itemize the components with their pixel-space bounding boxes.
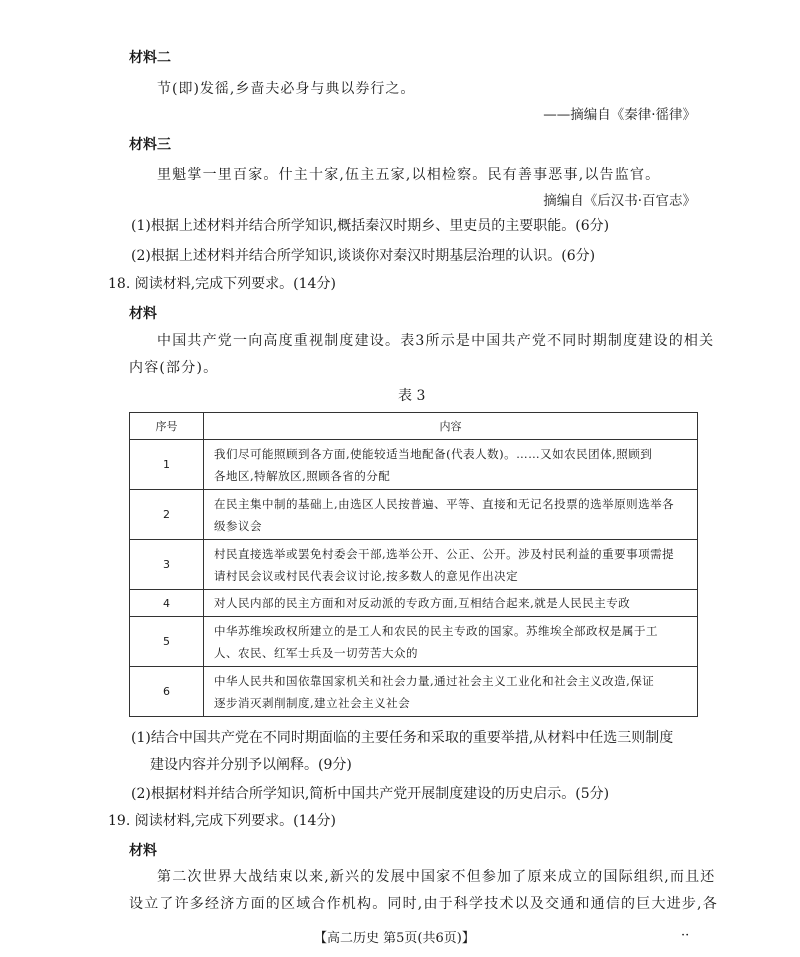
q18-intro-line2: 内容(部分)。 bbox=[129, 360, 219, 376]
row-content bbox=[204, 540, 698, 590]
row-num: 2 bbox=[130, 490, 204, 540]
q19-material-heading: 材料 bbox=[129, 843, 157, 859]
material2-text: 节(即)发徭,乡啬夫必身与典以券行之。 bbox=[157, 81, 416, 97]
row-num: 5 bbox=[130, 617, 204, 667]
table-row bbox=[130, 667, 698, 717]
q17-sub1: (1)根据上述材料并结合所学知识,概括秦汉时期乡、里吏员的主要职能。(6分) bbox=[131, 218, 610, 234]
q18-sub1-line1: (1)结合中国共产党在不同时期面临的主要任务和采取的重要举措,从材料中任选三则制度 bbox=[131, 730, 674, 746]
q18-title: 18. 阅读材料,完成下列要求。(14分) bbox=[108, 276, 336, 292]
row-content bbox=[204, 667, 698, 717]
row-num: 6 bbox=[130, 667, 204, 717]
row-line: 我们尽可能照顾到各方面,使能较适当地配备(代表人数)。……又如农民团体,照顾到 bbox=[214, 446, 653, 461]
q18-sub2: (2)根据材料并结合所学知识,简析中国共产党开展制度建设的历史启示。(5分) bbox=[131, 786, 610, 802]
q18-sub1-line2: 建设内容并分别予以阐释。(9分) bbox=[150, 757, 352, 773]
table-header-num: 序号 bbox=[130, 413, 204, 440]
table-row bbox=[130, 540, 698, 590]
row-line: 各地区,特解放区,照顾各省的分配 bbox=[214, 468, 391, 483]
q19-line2: 设立了许多经济方面的区域合作机构。同时,由于科学技术以及交通和通信的巨大进步,各 bbox=[129, 896, 718, 912]
row-content bbox=[204, 590, 698, 617]
footer-mark: ·· bbox=[681, 928, 690, 943]
system-building-table bbox=[129, 412, 698, 717]
row-line: 人、农民、红军士兵及一切劳苦大众的 bbox=[214, 645, 418, 660]
material3-text: 里魁掌一里百家。什主十家,伍主五家,以相检察。民有善事恶事,以告监官。 bbox=[157, 167, 661, 183]
row-line: 对人民内部的民主方面和对反动派的专政方面,互相结合起来,就是人民民主专政 bbox=[214, 596, 631, 610]
row-num: 1 bbox=[130, 440, 204, 490]
table-header-row bbox=[130, 413, 698, 440]
table-caption: 表 3 bbox=[398, 388, 426, 404]
row-content bbox=[204, 440, 698, 490]
material3-source: 摘编自《后汉书·百官志》 bbox=[543, 193, 696, 209]
row-num: 3 bbox=[130, 540, 204, 590]
material2-heading: 材料二 bbox=[129, 50, 171, 66]
page-footer: 【高二历史 第5页(共6页)】 bbox=[314, 931, 475, 946]
q18-intro-line1: 中国共产党一向高度重视制度建设。表3所示是中国共产党不同时期制度建设的相关 bbox=[157, 333, 715, 349]
q19-line1: 第二次世界大战结束以来,新兴的发展中国家不但参加了原来成立的国际组织,而且还 bbox=[157, 869, 716, 885]
row-line: 村民直接选举或罢免村委会干部,选举公开、公正、公开。涉及村民利益的重要事项需提 bbox=[214, 546, 675, 561]
table-row bbox=[130, 490, 698, 540]
q17-sub2: (2)根据上述材料并结合所学知识,谈谈你对秦汉时期基层治理的认识。(6分) bbox=[131, 248, 596, 264]
row-line: 级参议会 bbox=[214, 518, 262, 533]
row-line: 逐步消灭剥削制度,建立社会主义社会 bbox=[214, 695, 411, 710]
row-line: 中华苏维埃政权所建立的是工人和农民的民主专政的国家。苏维埃全部政权是属于工 bbox=[214, 623, 658, 638]
row-line: 在民主集中制的基础上,由选区人民按普遍、平等、直接和无记名投票的选举原则选举各 bbox=[214, 496, 675, 511]
table-row bbox=[130, 617, 698, 667]
row-line: 中华人民共和国依靠国家机关和社会力量,通过社会主义工业化和社会主义改造,保证 bbox=[214, 673, 655, 688]
table-header-content: 内容 bbox=[204, 413, 698, 440]
row-line: 请村民会议或村民代表会议讨论,按多数人的意见作出决定 bbox=[214, 568, 519, 583]
row-num: 4 bbox=[130, 590, 204, 617]
table-row bbox=[130, 440, 698, 490]
material3-heading: 材料三 bbox=[129, 137, 171, 153]
row-content bbox=[204, 617, 698, 667]
q19-title: 19. 阅读材料,完成下列要求。(14分) bbox=[108, 813, 336, 829]
material2-source: ——摘编自《秦律·徭律》 bbox=[543, 107, 696, 123]
q18-material-heading: 材料 bbox=[129, 306, 157, 322]
row-content bbox=[204, 490, 698, 540]
table-row bbox=[130, 590, 698, 617]
